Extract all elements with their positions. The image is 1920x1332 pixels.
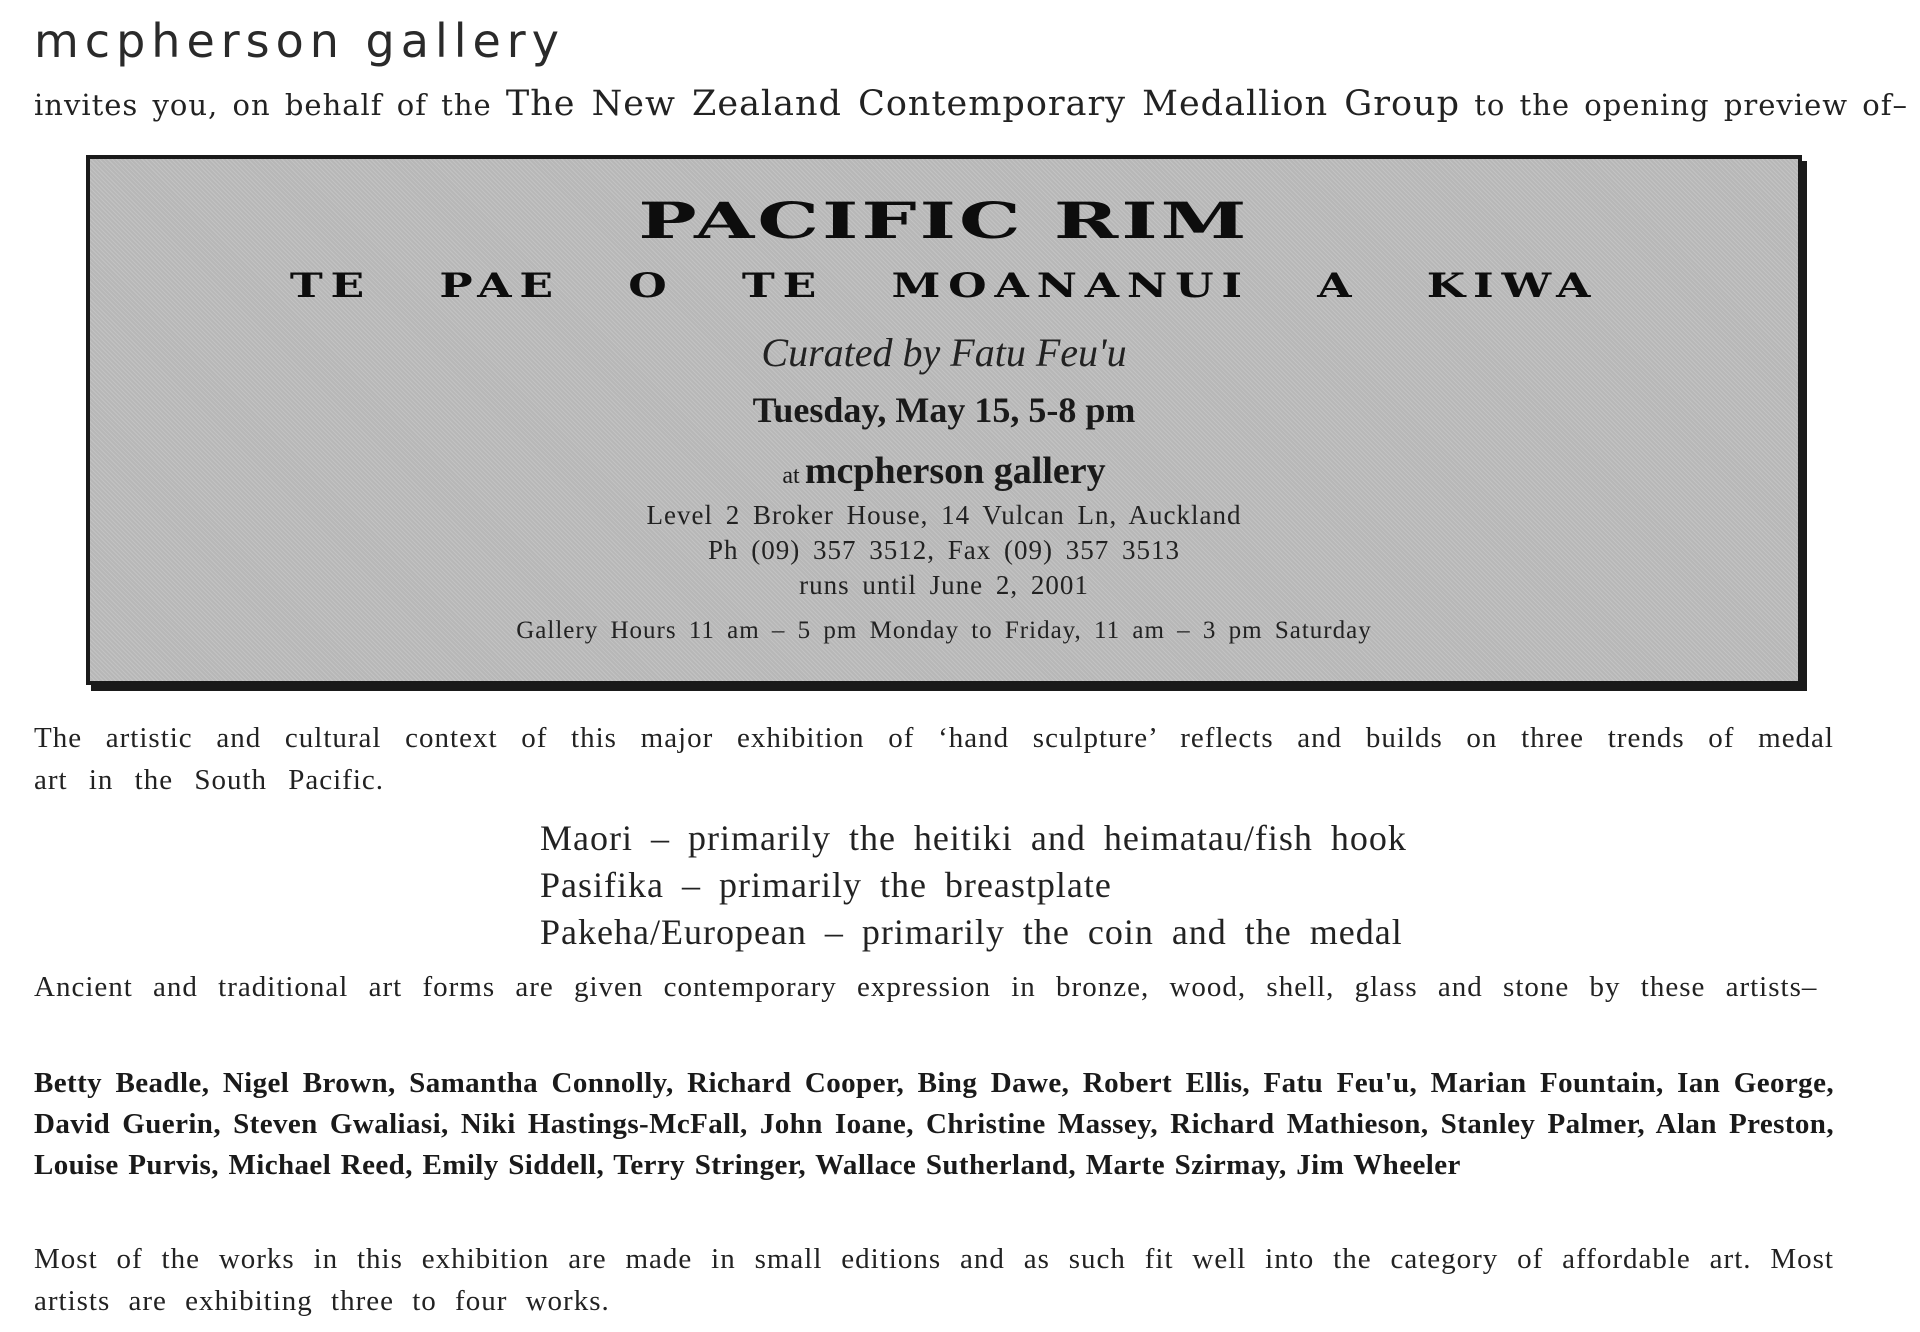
art-forms-paragraph: Ancient and traditional art forms are given contemporary expression in bronze, wood, shell, glass and stone by these artists– [34,971,1818,1003]
venue-address: Level 2 Broker House, 14 Vulcan Ln, Auckland [646,500,1242,530]
intro-paragraph: The artistic and cultural context of this major exhibition of ‘hand sculpture’ reflects and builds on three trends of medal art in the South Pacific. [34,722,1834,796]
venue-line [90,449,1798,493]
artist-list: Betty Beadle, Nigel Brown, Samantha Connolly, Richard Cooper, Bing Dawe, Robert Ellis, Fatu Feu'u, Marian Fountain, Ian George, David Guerin, Steven Gwaliasi, Niki Hastings-McFall, John Ioane, Christine Massey, Richard Mathieson, Stanley Palmer, Alan Preston, Louise Purvis, Michael Reed, Emily Siddell, Terry Stringer, Wallace Sutherland, Marte Szirmay, Jim Wheeler [34,1067,1834,1181]
venue-prefix: at [782,463,800,489]
invite-suffix: to the opening preview of– [1474,88,1908,122]
run-dates: runs until June 2, 2001 [799,570,1089,600]
trend-item-maori: Maori – primarily the heitiki and heimatau/fish hook [540,818,1407,858]
trend-item-pakeha: Pakeha/European – primarily the coin and the medal [540,912,1403,952]
venue-name: mcpherson gallery [804,450,1106,492]
trend-item-pasifika: Pasifika – primarily the breastplate [540,865,1112,905]
gallery-name-heading: mcpherson gallery [34,14,565,68]
trends-list [540,815,1407,956]
opening-date: Tuesday, May 15, 5-8 pm [752,390,1136,430]
closing-paragraph: Most of the works in this exhibition are made in small editions and as such fit well into the category of affordable art. Most artists are exhibiting three to four works. [34,1243,1834,1317]
venue-phone: Ph (09) 357 3512, Fax (09) 357 3513 [708,535,1180,565]
curator-credit: Curated by Fatu Feu'u [761,330,1127,375]
exhibition-panel [86,155,1802,685]
invitation-line [34,84,1908,124]
gallery-hours: Gallery Hours 11 am – 5 pm Monday to Friday, 11 am – 3 pm Saturday [516,617,1372,644]
exhibition-title: PACIFIC RIM [638,191,1250,250]
invite-prefix: invites you, on behalf of the [34,88,492,122]
group-name: The New Zealand Contemporary Medallion Group [505,84,1460,124]
exhibition-subtitle: TE PAE O TE MOANANUI A KIWA [289,266,1599,306]
